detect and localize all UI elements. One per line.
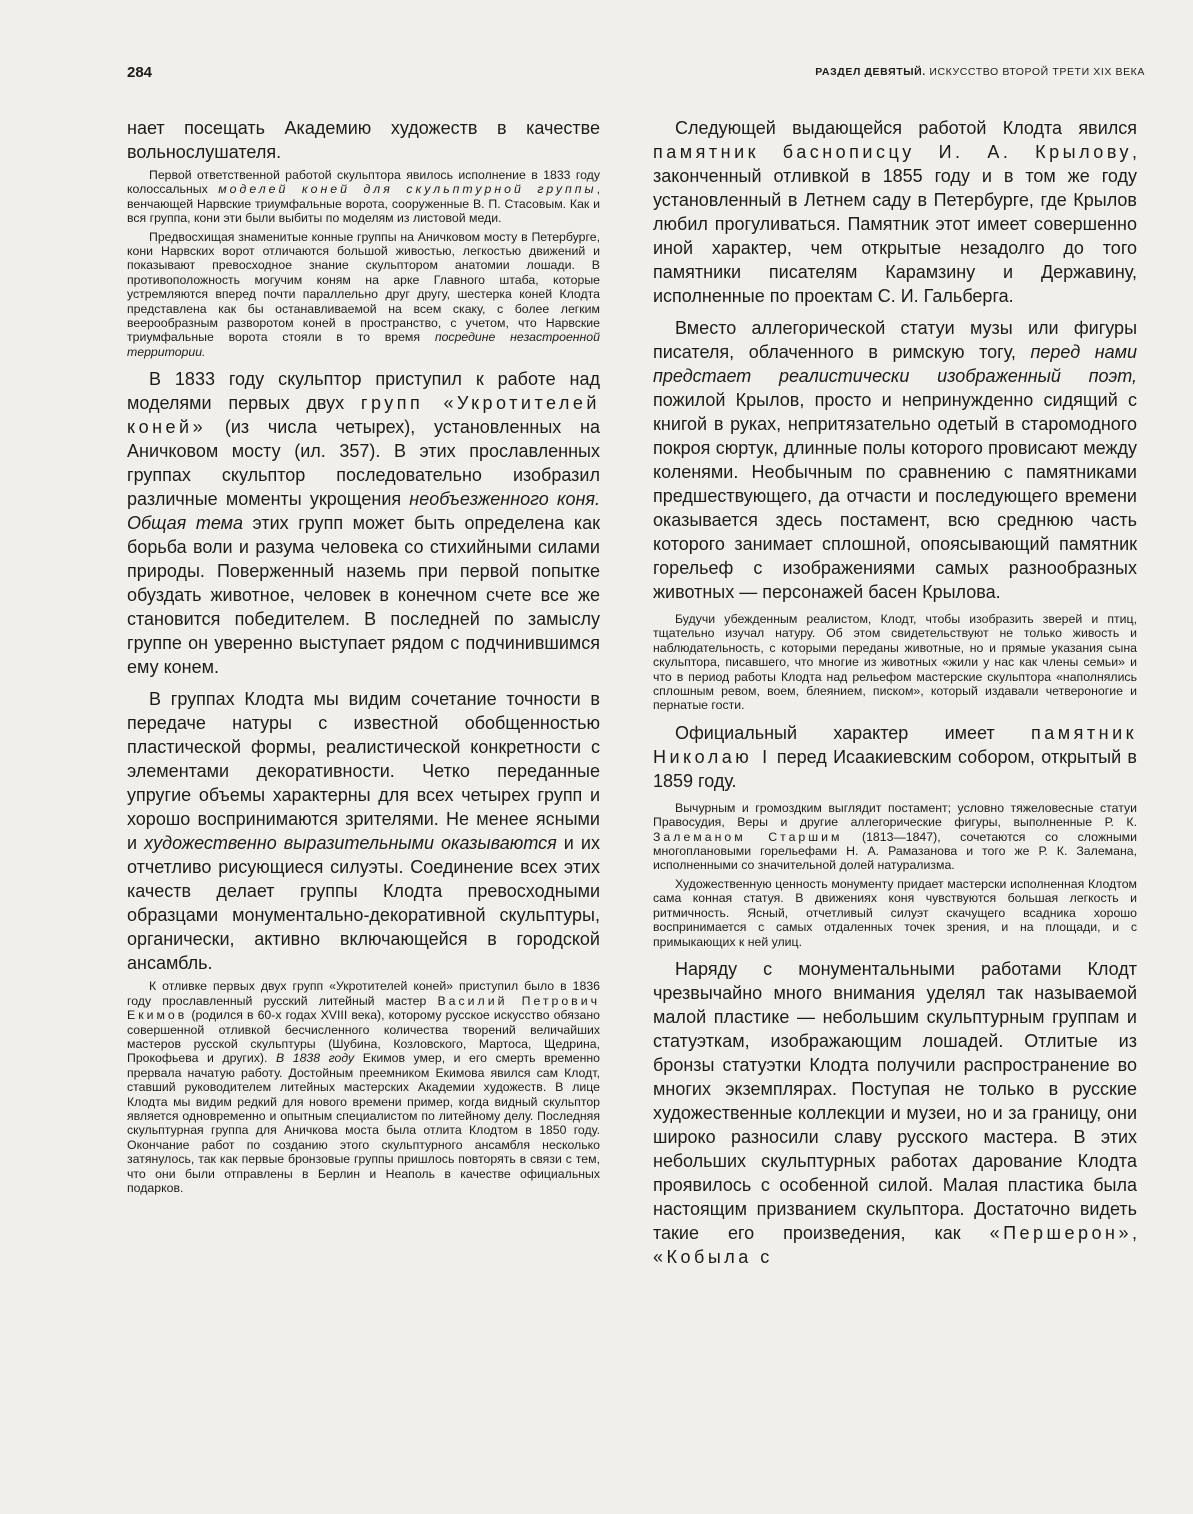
paragraph bbox=[653, 316, 1137, 604]
paragraph-small bbox=[127, 230, 600, 360]
text-run: Вместо аллегорической статуи музы или фигуры писателя, облаченного в римскую тогу, bbox=[653, 318, 1137, 362]
text-run: перед Исаакиевским собором, открытый в 1859 году. bbox=[653, 746, 1137, 791]
emphasis: перед нами предстает реалистически изображенный поэт, bbox=[653, 342, 1137, 386]
text-run: К отливке первых двух групп «Укротителей коней» приступил было в 1836 году прославленный русский литейный мастер bbox=[127, 979, 600, 1008]
paragraph-small bbox=[653, 801, 1137, 873]
running-head bbox=[815, 66, 1145, 78]
spaced-term: памятник баснописцу И. А. Крылову bbox=[653, 142, 1132, 162]
right-column bbox=[653, 116, 1137, 1269]
text-run: , bbox=[1131, 1222, 1137, 1243]
left-column bbox=[127, 116, 600, 1195]
paragraph-small bbox=[127, 979, 600, 1195]
paragraph-small: Художественную ценность монументу придает мастерски исполненная Клодтом сама конная статуя. В движениях коня чувствуются большая легкость и ритмичность. Ясный, отчетливый силуэт скачущего всадника хорошо воспринимается с самых отдаленных точек зрения, и на площади, и с примыкающих к ней улиц. bbox=[653, 876, 1137, 949]
text-run: Вычурным и громоздким выглядит постамент; условно тяжеловесные статуи Правосудия, Веры и другие аллегорические фигуры, выполненные Р. К. bbox=[653, 800, 1137, 830]
section-title: ИСКУССТВО ВТОРОЙ ТРЕТИ XIX ВЕКА bbox=[929, 66, 1145, 78]
text-run: , законченный отливкой в 1855 году и в том же году установленный в Летнем саду в Петербурге, где Крылов любил прогуливаться. Памятник этот имеет совершенно иной характер, чем открытые незадолго до того памятники писателям Карамзину и Державину, исполненные по проектам С. И. Гальберга. bbox=[653, 142, 1137, 306]
paragraph bbox=[653, 116, 1137, 308]
text-run: (1813—1847), сочетаются со сложными многоплановыми горельефами Н. А. Рамазанова и того же Р. К. Залемана, исполненными со значительной долей натурализма. bbox=[653, 829, 1137, 873]
text-run: и их отчетливо рисующиеся силуэты. Соединение всех этих качеств делает группы Клодта превосходными образцами монументально-декоративной скульптуры, органически, активно включающейся в городской ансамбль. bbox=[127, 833, 600, 974]
text-run: Екимов умер, и его смерть временно прервала начатую работу. Достойным преемником Екимова явился сам Клодт, ставший руководителем литейных мастерских Академии художеств. В лице Клодта мы видим редкий для нового времени пример, когда видный скульптор является одновременно и опытным специалистом по литейному делу. Последняя скульптурная группа для Аничкова моста была отлита Клодтом в 1850 году. Окончание работ по созданию этого скульптурного ансамбля несколько затянулось, так как первые бронзовые группы пришлось повторять в связи с тем, что они были отправлены в Берлин и Неаполь в качестве официальных подарков. bbox=[127, 1051, 600, 1195]
text-run: Следующей выдающейся работой Клодта явился bbox=[675, 118, 1137, 138]
text-run: В 1833 году скульптор приступил к работе над моделями первых двух bbox=[127, 369, 600, 414]
text-run: , венчающей Нарвские триумфальные ворота, сооруженные В. П. Стасовым. Как и вся группа, кони эти были выбиты по моделям из листовой меди. bbox=[127, 182, 600, 226]
spaced-term: «Кобыла с bbox=[653, 1246, 773, 1267]
spaced-term: групп «Укротителей коней» bbox=[127, 393, 600, 438]
section-label: РАЗДЕЛ ДЕВЯТЫЙ. bbox=[815, 66, 926, 78]
text-run: этих групп может быть определена как борьба воли и разума человека со стихийными силами природы. Поверженный наземь при первой попытке обуздать животное, человек в конечном счете все же становится победителем. В последней по замыслу группе он уверенно выступает рядом с подчинившимся ему конем. bbox=[127, 513, 600, 678]
text-run: Предвосхищая знаменитые конные группы на Аничковом мосту в Петербурге, кони Нарвских ворот отличаются большой живостью, легкостью движений и показывают превосходное знание скульптором анатомии лошади. В противоположность могучим коням на арке Главного штаба, которые устремляются вперед почти параллельно друг другу, шестерка коней Клодта представлена как бы останавливаемой на всем скаку, с более легким веерообразным разворотом коней в пространство, с учетом, что Нарвские триумфальные ворота стояли в то время bbox=[127, 229, 600, 345]
spaced-term: памятник Николаю I bbox=[653, 722, 1137, 767]
spaced-term: Залеманом Старшим bbox=[653, 829, 843, 844]
text-run: Официальный характер имеет bbox=[675, 722, 1031, 743]
text-run: Первой ответственной работой скульптора явилось исполнение в 1833 году колоссальных bbox=[127, 168, 600, 197]
emphasis: посредине незастроенной территории. bbox=[127, 330, 600, 359]
paragraph-small bbox=[127, 168, 600, 226]
paragraph bbox=[653, 721, 1137, 793]
paragraph: нает посещать Академию художеств в качестве вольнослушателя. bbox=[127, 118, 600, 162]
paragraph-small: Будучи убежденным реалистом, Клодт, чтобы изобразить зверей и птиц, тщательно изучал натуру. Об этом свидетельствуют не только живость и наблюдательность, с которыми переданы животные, но и прямые указания сына скульптора, писавшего, что многие из животных «жили у нас как члены семьи» и что в период работы Клодта над рельефом мастерские скульптора «наполнялись сплошным ревом, воем, блеянием, писком», который издавали четвероногие и пернатые гости. bbox=[653, 612, 1137, 713]
paragraph bbox=[653, 957, 1137, 1269]
emphasis: необъезженного коня. Общая тема bbox=[127, 489, 600, 534]
paragraph bbox=[127, 367, 600, 679]
text-run: пожилой Крылов, просто и непринужденно сидящий с книгой в руках, непритязательно одетый в старомодного покроя сюртук, длинные полы которого провисают между коленями. Необычным по сравнению с памятниками предшествующего, да отчасти и последующего времени оказывается здесь постамент, всю среднюю часть которого занимает сплошной, опоясывающий памятник горельеф с изображениями самых разнообразных животных — персонажей басен Крылова. bbox=[653, 390, 1137, 602]
text-run: (родился в 60-х годах XVIII века), которому русское искусство обязано совершенной отливкой бесчисленного количества творений величайших мастеров русской скульптуры (Шубина, Козловского, Мартоса, Щедрина, Прокофьева и других). bbox=[127, 1008, 600, 1066]
paragraph bbox=[127, 687, 600, 975]
spaced-term: «Першерон» bbox=[989, 1222, 1132, 1243]
text-run: Наряду с монументальными работами Клодт чрезвычайно много внимания уделял так называемой малой пластике — небольшим скульптурным группам и статуэткам, изображающим лошадей. Отлитые из бронзы статуэтки Клодта получили распространение во многих экземплярах. Поступая не только в русские художественные коллекции и музеи, но и за границу, они широко разносили славу русского мастера. В этих небольших скульптурных работах дарование Клодта проявилось с особенной силой. Малая пластика была настоящим призванием скульптора. Достаточно видеть такие его произведения, как bbox=[653, 958, 1137, 1243]
spaced-term: моделей коней для скульптурной группы bbox=[218, 182, 597, 197]
emphasis: В 1838 году bbox=[276, 1051, 355, 1066]
text-run: (из числа четырех), установленных на Аничковом мосту (ил. 357). В этих прославленных группах скульптор последовательно изобразил различные моменты укрощения bbox=[127, 417, 600, 510]
text-run: В группах Клодта мы видим сочетание точности в передаче натуры с известной обобщенностью пластической формы, реалистической конкретности с элементами декоративности. Четко переданные упругие объемы характерны для всех четырех групп и хорошо воспринимаются зрителями. Не менее ясными и bbox=[127, 689, 600, 854]
emphasis: художественно выразительными оказываются bbox=[144, 833, 557, 854]
page-number: 284 bbox=[127, 64, 153, 81]
spaced-term: Василий Петрович Екимов bbox=[127, 993, 600, 1023]
page-header bbox=[127, 64, 1145, 86]
